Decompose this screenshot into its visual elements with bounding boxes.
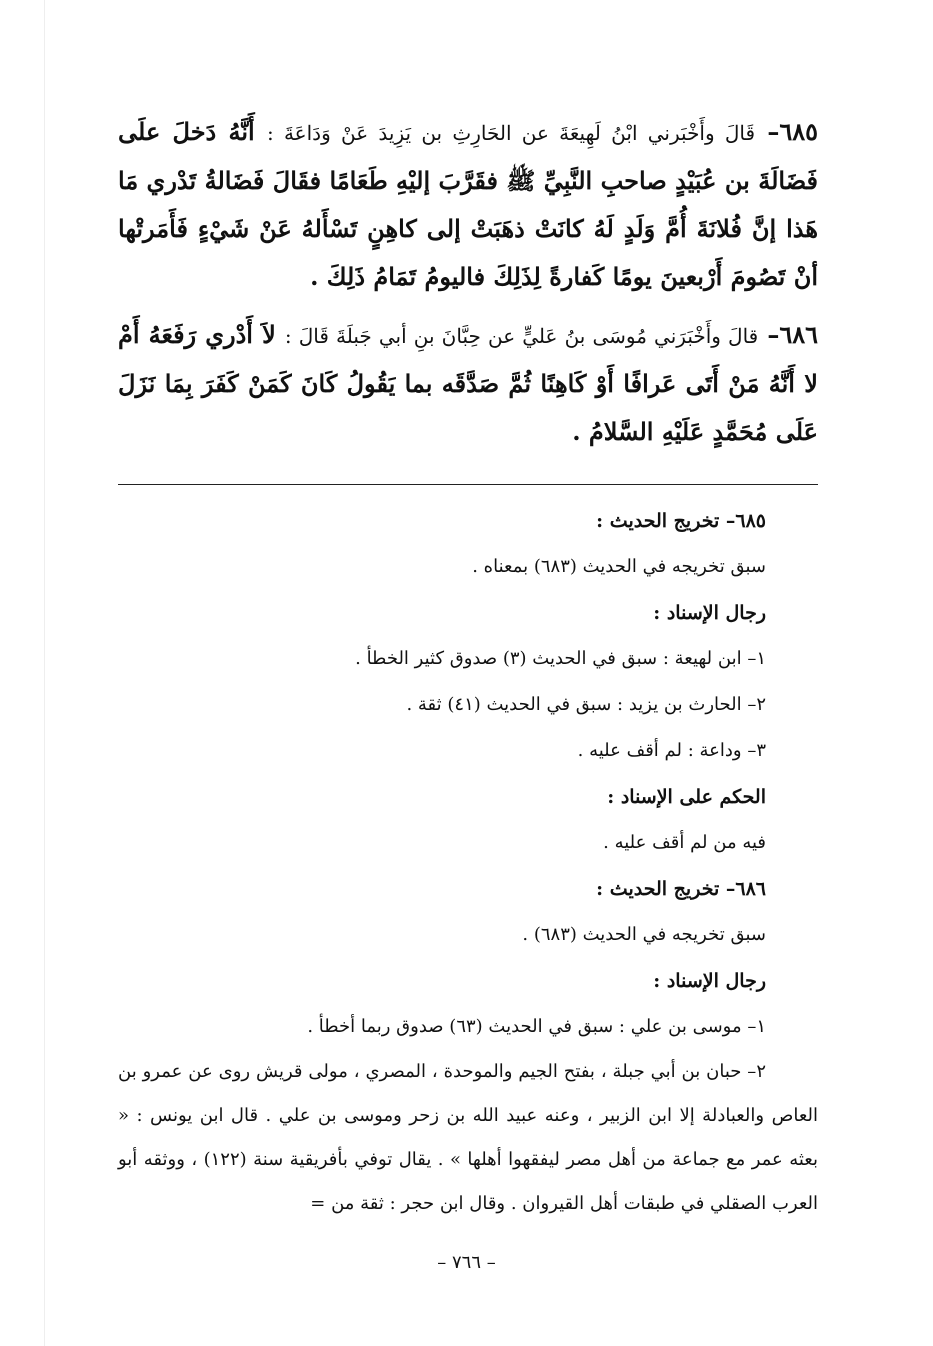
rijal-title-685: رجال الإسناد : bbox=[653, 602, 766, 624]
rijal-item-685-1: ١– ابن لهيعة : سبق في الحديث (٣) صدوق كثير الخطأ . bbox=[355, 648, 766, 669]
hadith-686 bbox=[118, 311, 818, 456]
rijal-item-686-1: ١– موسى بن علي : سبق في الحديث (٦٣) صدوق ربما أخطأ . bbox=[307, 1016, 766, 1037]
hadith-isnad: قَالَ وأَخْبَرني ابْنُ لَهِيعَةَ عن الحَارِثِ بن يَزِيدَ عَنْ وَدَاعَةَ : bbox=[266, 121, 756, 145]
rijal-title-686: رجال الإسناد : bbox=[653, 970, 766, 992]
page-number: – ٧٦٦ – bbox=[437, 1252, 496, 1273]
footnote-separator bbox=[118, 484, 818, 485]
page-edge bbox=[44, 0, 45, 1346]
hadith-matn: أَنَّهُ دَخلَ علَى فَضَالَةَ بن عُبَيْدٍ صاحبِ النَّبِيِّ ﷺ فقَرَّبَ إليْهِ طَعَامًا فقَالَ فَضَالةُ تَدْري مَا هَذا إنَّ فُلانَةَ أُمَّ وَلَدٍ لَهُ كانَتْ ذهَبَتْ إلى كاهِنٍ تَسْأَلهُ عَنْ شَيْءٍ فَأَمَرتْها أنْ تَصُومَ أَرْبعينَ يومًا كَفارةً لِذَلِكَ فاليومُ تَمَامُ ذَلِكَ . bbox=[118, 117, 818, 291]
rijal-item-686-2-continuation: عمرو بن العاص والعبادلة إلا ابن الزبير ، وعنه عبيد الله بن زحر وموسى بن علي . قال ابن يونس : « بعثه عمر مع جماعة من أهل مصر ليفقهوا أهلها » . يقال توفي بأفريقية سنة (١٢٢) ، ووثقه أبو العرب الصقلي في طبقات أهل القيروان . وقال ابن حجر : ثقة من = bbox=[118, 1061, 818, 1214]
takhrij-text-685: سبق تخريجه في الحديث (٦٨٣) بمعناه . bbox=[472, 556, 766, 577]
main-text bbox=[118, 108, 818, 466]
footnotes bbox=[118, 498, 818, 1226]
hadith-isnad: قالَ وأَخْبَرَني مُوسَى بنُ عَليٍّ عن حِبَّانَ بنِ أبي جَبلَةَ قَالَ : bbox=[284, 324, 759, 348]
rijal-item-686-2 bbox=[118, 1050, 818, 1226]
hadith-number: ٦٨٥– bbox=[767, 117, 819, 146]
rijal-item-685-2: ٢– الحارث بن يزيد : سبق في الحديث (٤١) ثقة . bbox=[406, 694, 766, 715]
hukm-text-685: فيه من لم أقف عليه . bbox=[603, 832, 766, 853]
hadith-number: ٦٨٦– bbox=[767, 320, 818, 349]
rijal-item-685-3: ٣– وداعة : لم أقف عليه . bbox=[577, 740, 766, 761]
hukm-title-685: الحكم على الإسناد : bbox=[607, 786, 766, 808]
takhrij-title-686: ٦٨٦– تخريج الحديث : bbox=[596, 878, 766, 900]
hadith-matn: لاَ أَدْري رَفَعَهُ أَمْ لا أَنَّهُ مَنْ أَتَى عَرافًا أَوْ كَاهِنًا ثُمَّ صَدَّقَه بما يَقُولُ كَانَ كَمَنْ كَفَرَ بِمَا نَزَلَ عَلَى مُحَمَّدٍ عَلَيْهِ السَّلامُ . bbox=[118, 320, 818, 446]
takhrij-title-685: ٦٨٥– تخريج الحديث : bbox=[596, 510, 766, 532]
hadith-685 bbox=[118, 108, 818, 301]
takhrij-text-686: سبق تخريجه في الحديث (٦٨٣) . bbox=[522, 924, 766, 945]
rijal-item-686-2-start: ٢– حبان بن أبي جبلة ، بفتح الجيم والموحدة ، المصري ، مولى قريش روى عن bbox=[188, 1061, 766, 1082]
